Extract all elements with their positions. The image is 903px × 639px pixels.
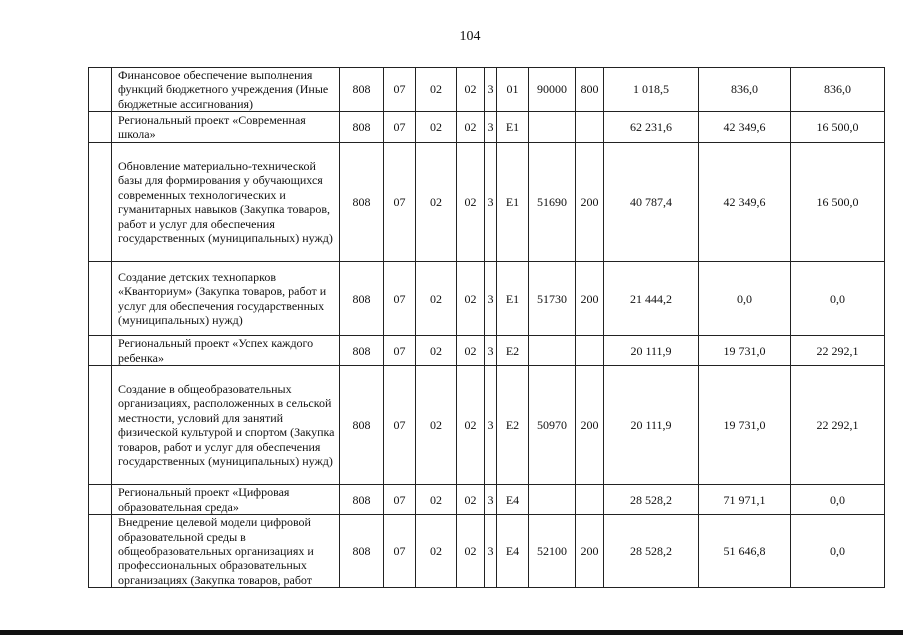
ved-code: 808	[340, 485, 384, 515]
section-code: 07	[384, 262, 416, 336]
subsection-code: 02	[416, 68, 457, 112]
subprogram-code: 3	[485, 485, 497, 515]
program-code: 02	[457, 262, 485, 336]
amount-year-2: 71 971,1	[699, 485, 791, 515]
ved-code: 808	[340, 262, 384, 336]
amount-year-3: 0,0	[791, 262, 885, 336]
amount-year-2: 19 731,0	[699, 366, 791, 485]
subsection-code: 02	[416, 485, 457, 515]
direction-code: 90000	[529, 68, 576, 112]
section-code: 07	[384, 68, 416, 112]
subprogram-code: 3	[485, 262, 497, 336]
ved-code: 808	[340, 336, 384, 366]
table-row	[89, 485, 885, 515]
expense-type-code: 200	[576, 143, 604, 262]
section-code: 07	[384, 336, 416, 366]
table-row	[89, 366, 885, 485]
table-row	[89, 336, 885, 366]
program-code: 02	[457, 515, 485, 588]
item-name: Региональный проект «Современная школа»	[112, 112, 340, 143]
subprogram-code: 3	[485, 143, 497, 262]
blank-cell	[89, 336, 112, 366]
item-name: Создание в общеобразовательных организациях, расположенных в сельской местности, условий для занятий физической культурой и спортом (Закупка товаров, работ и услуг для обеспечения государственных (муниципальных) нужд)	[112, 366, 340, 485]
expense-type-code	[576, 336, 604, 366]
bottom-edge-bar	[0, 630, 903, 635]
blank-cell	[89, 68, 112, 112]
amount-year-1: 40 787,4	[604, 143, 699, 262]
item-name: Региональный проект «Цифровая образовательная среда»	[112, 485, 340, 515]
ved-code: 808	[340, 68, 384, 112]
amount-year-3: 16 500,0	[791, 143, 885, 262]
amount-year-2: 42 349,6	[699, 143, 791, 262]
page-number: 104	[459, 29, 481, 44]
ved-code: 808	[340, 515, 384, 588]
direction-code: 52100	[529, 515, 576, 588]
section-code: 07	[384, 515, 416, 588]
event-code: E1	[497, 262, 529, 336]
ved-code: 808	[340, 143, 384, 262]
table-row	[89, 262, 885, 336]
amount-year-1: 28 528,2	[604, 515, 699, 588]
item-name: Внедрение целевой модели цифровой образовательной среды в общеобразовательных организациях и профессиональных образовательных организациях (Закупка товаров, работ	[112, 515, 340, 588]
amount-year-3: 0,0	[791, 515, 885, 588]
program-code: 02	[457, 366, 485, 485]
expense-type-code	[576, 112, 604, 143]
table-row	[89, 143, 885, 262]
amount-year-1: 1 018,5	[604, 68, 699, 112]
blank-cell	[89, 515, 112, 588]
item-name: Региональный проект «Успех каждого ребенка»	[112, 336, 340, 366]
program-code: 02	[457, 485, 485, 515]
amount-year-1: 21 444,2	[604, 262, 699, 336]
direction-code: 50970	[529, 366, 576, 485]
subsection-code: 02	[416, 366, 457, 485]
blank-cell	[89, 262, 112, 336]
amount-year-2: 0,0	[699, 262, 791, 336]
program-code: 02	[457, 143, 485, 262]
table-row	[89, 112, 885, 143]
direction-code	[529, 336, 576, 366]
section-code: 07	[384, 112, 416, 143]
event-code: E1	[497, 143, 529, 262]
table-row	[89, 68, 885, 112]
expense-type-code	[576, 485, 604, 515]
item-name: Создание детских технопарков «Кванториум» (Закупка товаров, работ и услуг для обеспечения государственных (муниципальных) нужд)	[112, 262, 340, 336]
event-code: E1	[497, 112, 529, 143]
blank-cell	[89, 366, 112, 485]
subprogram-code: 3	[485, 68, 497, 112]
expense-type-code: 200	[576, 366, 604, 485]
amount-year-3: 22 292,1	[791, 366, 885, 485]
event-code: E4	[497, 485, 529, 515]
subsection-code: 02	[416, 112, 457, 143]
amount-year-2: 836,0	[699, 68, 791, 112]
budget-table	[88, 67, 885, 588]
amount-year-2: 19 731,0	[699, 336, 791, 366]
subsection-code: 02	[416, 262, 457, 336]
direction-code	[529, 485, 576, 515]
program-code: 02	[457, 68, 485, 112]
subsection-code: 02	[416, 515, 457, 588]
section-code: 07	[384, 143, 416, 262]
amount-year-1: 20 111,9	[604, 366, 699, 485]
amount-year-2: 51 646,8	[699, 515, 791, 588]
subprogram-code: 3	[485, 112, 497, 143]
subprogram-code: 3	[485, 515, 497, 588]
item-name: Обновление материально-технической базы для формирования у обучающихся современных технологических и гуманитарных навыков (Закупка товаров, работ и услуг для обеспечения государственных (муниципальных) нужд)	[112, 143, 340, 262]
blank-cell	[89, 485, 112, 515]
direction-code: 51730	[529, 262, 576, 336]
amount-year-3: 836,0	[791, 68, 885, 112]
expense-type-code: 800	[576, 68, 604, 112]
amount-year-1: 62 231,6	[604, 112, 699, 143]
event-code: 01	[497, 68, 529, 112]
amount-year-3: 16 500,0	[791, 112, 885, 143]
table-row	[89, 515, 885, 588]
expense-type-code: 200	[576, 262, 604, 336]
amount-year-3: 22 292,1	[791, 336, 885, 366]
subsection-code: 02	[416, 336, 457, 366]
subsection-code: 02	[416, 143, 457, 262]
direction-code: 51690	[529, 143, 576, 262]
ved-code: 808	[340, 366, 384, 485]
item-name: Финансовое обеспечение выполнения функций бюджетного учреждения (Иные бюджетные ассигнования)	[112, 68, 340, 112]
program-code: 02	[457, 112, 485, 143]
blank-cell	[89, 112, 112, 143]
amount-year-3: 0,0	[791, 485, 885, 515]
event-code: E4	[497, 515, 529, 588]
section-code: 07	[384, 366, 416, 485]
subprogram-code: 3	[485, 366, 497, 485]
blank-cell	[89, 143, 112, 262]
amount-year-2: 42 349,6	[699, 112, 791, 143]
direction-code	[529, 112, 576, 143]
ved-code: 808	[340, 112, 384, 143]
event-code: E2	[497, 366, 529, 485]
subprogram-code: 3	[485, 336, 497, 366]
event-code: E2	[497, 336, 529, 366]
program-code: 02	[457, 336, 485, 366]
amount-year-1: 20 111,9	[604, 336, 699, 366]
section-code: 07	[384, 485, 416, 515]
expense-type-code: 200	[576, 515, 604, 588]
amount-year-1: 28 528,2	[604, 485, 699, 515]
